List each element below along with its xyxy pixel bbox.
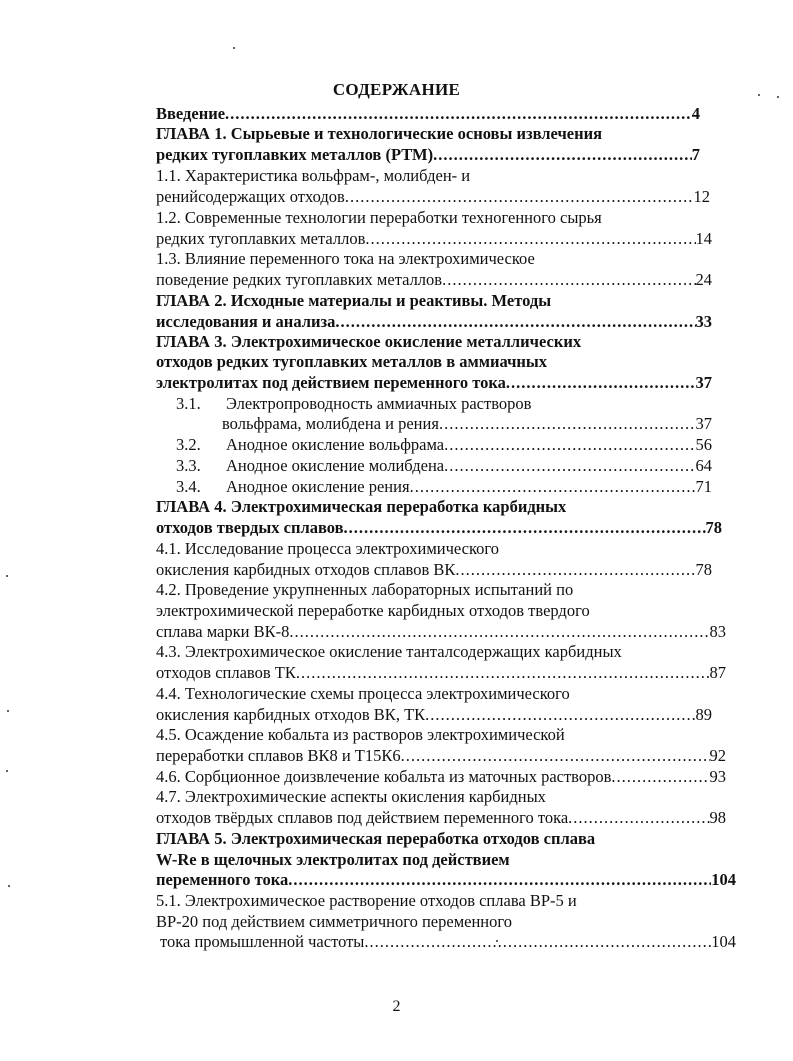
toc-entry: [156, 705, 712, 725]
toc-entry: [156, 229, 712, 249]
toc-entry-page: 87: [709, 663, 726, 682]
toc-entry-text: исследования и анализа: [156, 312, 336, 331]
toc-entry-page: 24: [695, 270, 712, 289]
toc-entry-page: 71: [695, 477, 712, 496]
toc-entry-text: 1.3. Влияние переменного тока на электрохимическое: [156, 249, 535, 268]
toc-entry-text: ГЛАВА 4. Электрохимическая переработка карбидных: [156, 497, 567, 516]
toc-entry-text: 5.1. Электрохимическое растворение отходов сплава ВР-5 и: [156, 891, 577, 910]
toc-entry-text: 4.1. Исследование процесса электрохимического: [156, 539, 500, 558]
toc-entry: [156, 684, 570, 704]
toc-entry: [156, 187, 710, 207]
toc-entry-page: 78: [705, 518, 722, 537]
toc-entry: [156, 518, 722, 538]
toc-entry-text: отходов сплавов ТК: [156, 663, 296, 682]
scan-speck: [777, 96, 779, 98]
toc-entry: [156, 373, 712, 393]
dot-leader: [444, 435, 695, 455]
toc-entry-text: 4.4. Технологические схемы процесса электрохимического: [156, 684, 570, 703]
toc-entry: [156, 124, 602, 144]
toc-entry-page: 37: [695, 373, 712, 392]
scan-speck: [6, 770, 8, 772]
toc-entry-text: электрохимической переработке карбидных отходов твердого: [156, 601, 590, 620]
dot-leader: [401, 746, 710, 766]
toc-entry-text: ВР-20 под действием симметричного переменного: [156, 912, 512, 931]
toc-entry: [156, 622, 726, 642]
toc-entry-page: 12: [693, 187, 710, 206]
toc-entry: [222, 414, 712, 434]
toc-entry-text: переменного тока: [156, 870, 289, 889]
toc-entry: [156, 145, 700, 165]
dot-leader: [364, 932, 711, 952]
toc-entry: [156, 332, 581, 352]
toc-entry-text: поведение редких тугоплавких металлов: [156, 270, 443, 289]
toc-entry-text: редких тугоплавких металлов: [156, 229, 366, 248]
dot-leader: [444, 456, 695, 476]
dot-leader: [455, 560, 695, 580]
toc-entry: [156, 891, 577, 911]
toc-entry-text: отходов твёрдых сплавов под действием переменного тока: [156, 808, 569, 827]
toc-entry-page: 14: [695, 229, 712, 248]
scan-speck: [233, 47, 235, 49]
toc-entry-page: 64: [695, 456, 712, 475]
toc-entry-number: 3.2.: [176, 435, 201, 454]
toc-entry-text: Анодное окисление молибдена: [226, 456, 445, 475]
toc-entry-page: 104: [711, 932, 736, 951]
toc-entry-text: Введение: [156, 104, 226, 123]
toc-entry-text: ренийсодержащих отходов: [156, 187, 345, 206]
toc-entry: [176, 394, 531, 414]
toc-entry-text: 4.5. Осаждение кобальта из растворов электрохимической: [156, 725, 565, 744]
toc-entry-page: 37: [695, 414, 712, 433]
toc-entry-text: переработки сплавов ВК8 и Т15К6: [156, 746, 401, 765]
toc-entry: [156, 767, 726, 787]
toc-entry-text: Электропроводность аммиачных растворов: [226, 394, 532, 413]
toc-entry-text: вольфрама, молибдена и рения: [222, 414, 439, 433]
page-number: 2: [392, 998, 401, 1015]
toc-entry: [156, 249, 535, 269]
toc-entry: [156, 912, 512, 932]
toc-entry: [156, 850, 510, 870]
toc-entry-text: 1.1. Характеристика вольфрам-, молибден- и: [156, 166, 471, 185]
toc-entry-page: 92: [709, 746, 726, 765]
toc-entry: [156, 725, 565, 745]
toc-entry-number: 3.3.: [176, 456, 201, 475]
toc-entry-text: редких тугоплавких металлов (РТМ): [156, 145, 434, 164]
dot-leader: [439, 414, 696, 434]
scan-speck: [6, 575, 8, 577]
toc-entry: [156, 291, 551, 311]
toc-entry-text: отходов редких тугоплавких металлов в аммиачных: [156, 352, 548, 371]
toc-entry: [156, 829, 595, 849]
toc-entry-page: 98: [709, 808, 726, 827]
toc-entry: [156, 270, 712, 290]
dot-leader: [568, 808, 709, 828]
dot-leader: [344, 518, 706, 538]
toc-entry: [156, 580, 573, 600]
toc-entry: [156, 663, 726, 683]
toc-entry: [156, 808, 726, 828]
toc-entry-text: Анодное окисление рения: [226, 477, 410, 496]
toc-entry: [156, 642, 622, 662]
toc-entry-text: ГЛАВА 3. Электрохимическое окисление металлических: [156, 332, 582, 351]
toc-entry-page: 104: [711, 870, 736, 889]
dot-leader: [425, 705, 695, 725]
dot-leader: [225, 104, 692, 124]
toc-entry-page: 4: [691, 104, 700, 123]
dot-leader: [365, 229, 695, 249]
toc-entry-text: окисления карбидных отходов сплавов ВК: [156, 560, 456, 579]
toc-entry: [160, 932, 736, 952]
dot-leader: [410, 477, 696, 497]
toc-entry: [176, 477, 712, 497]
dot-leader: [433, 145, 692, 165]
toc-entry: [156, 746, 726, 766]
toc-entry: [156, 312, 712, 332]
toc-entry-page: 83: [709, 622, 726, 641]
dot-leader: [296, 663, 710, 683]
dot-leader: [335, 312, 695, 332]
toc-entry: [156, 166, 470, 186]
scan-speck: [8, 885, 10, 887]
toc-entry: [156, 560, 712, 580]
toc-entry-number: 3.1.: [176, 394, 201, 413]
scan-speck: [7, 710, 9, 712]
toc-entry: [176, 456, 712, 476]
toc-entry: [156, 352, 547, 372]
toc-entry-page: 7: [691, 145, 700, 164]
toc-entry: [156, 208, 602, 228]
toc-entry: [156, 601, 590, 621]
toc-entry-text: ГЛАВА 2. Исходные материалы и реактивы. Методы: [156, 291, 552, 310]
toc-entry-text: сплава марки ВК-8: [156, 622, 290, 641]
scan-speck: [758, 94, 760, 96]
toc-entry-text: 4.7. Электрохимические аспекты окисления карбидных: [156, 787, 546, 806]
dot-leader: [611, 767, 709, 787]
toc-entry-text: ГЛАВА 1. Сырьевые и технологические основы извлечения: [156, 124, 603, 143]
toc-entry-text: окисления карбидных отходов ВК, ТК: [156, 705, 426, 724]
toc-entry-text: Анодное окисление вольфрама: [226, 435, 445, 454]
toc-entry-page: 33: [695, 312, 712, 331]
toc-entry-text: W-Re в щелочных электролитах под действием: [156, 850, 510, 869]
toc-entry-text: 4.3. Электрохимическое окисление танталсодержащих карбидных: [156, 642, 622, 661]
toc-entry: [156, 104, 700, 124]
toc-entry-text: тока промышленной частоты: [160, 932, 365, 951]
toc-entry-text: 4.2. Проведение укрупненных лабораторных испытаний по: [156, 580, 574, 599]
toc-entry: [176, 435, 712, 455]
dot-leader: [288, 870, 711, 890]
scan-speck: [496, 940, 498, 942]
toc-entry: [156, 787, 546, 807]
dot-leader: [345, 187, 694, 207]
dot-leader: [506, 373, 696, 393]
toc-entry-text: ГЛАВА 5. Электрохимическая переработка отходов сплава: [156, 829, 596, 848]
page-title: СОДЕРЖАНИЕ: [332, 80, 461, 99]
dot-leader: [442, 270, 695, 290]
toc-entry-page: 93: [709, 767, 726, 786]
toc-entry: [156, 870, 736, 890]
toc-entry-text: электролитах под действием переменного тока: [156, 373, 506, 392]
dot-leader: [289, 622, 709, 642]
toc-entry: [156, 497, 566, 517]
toc-entry-text: отходов твердых сплавов: [156, 518, 344, 537]
toc-entry-page: 89: [695, 705, 712, 724]
toc-entry-text: 4.6. Сорбционное доизвлечение кобальта из маточных растворов: [156, 767, 612, 786]
toc-entry-page: 56: [695, 435, 712, 454]
toc-entry-page: 78: [695, 560, 712, 579]
toc-entry: [156, 539, 499, 559]
toc-entry-number: 3.4.: [176, 477, 201, 496]
toc-entry-text: 1.2. Современные технологии переработки техногенного сырья: [156, 208, 602, 227]
